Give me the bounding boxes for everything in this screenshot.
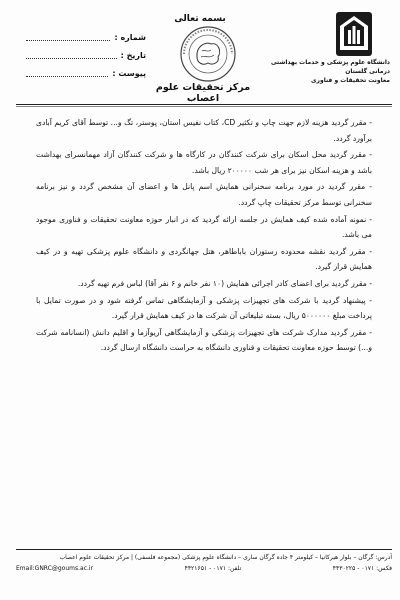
basmala: بسمه تعالی (174, 14, 226, 24)
attachment-dotted-line (26, 69, 108, 77)
center-title: مرکز تحقیقات علوم اعصاب (155, 82, 251, 104)
attachment-label: پیوست : (112, 68, 146, 78)
date-label: تاریخ : (120, 50, 146, 60)
letterhead (0, 0, 400, 112)
footer-email: Email:GNRC@goums.ac.ir (16, 565, 94, 572)
header-divider (16, 104, 392, 105)
paragraph-4: - نمونه آماده شده کیف همایش در جلسه ارائه گردید که در انبار حوزه معاونت تحقیقات و فناوری موجود می باشد. (36, 214, 372, 240)
date-dotted-line (26, 51, 117, 59)
footer-contact (16, 563, 392, 574)
paragraph-3: - مقرر گردید در مورد برنامه سخنرانی همایش اسم پانل ها و اعضای آن مشخص گردد و نیز برنامه سخنرانی توسط مرکز تحقیقات چاپ گردد. (36, 182, 372, 207)
date-row (26, 46, 146, 64)
header-divider-thin (16, 106, 392, 107)
footer-fax: فکس: ۰۱۷۱ - ۴۴۳۰۲۲۵ (332, 565, 392, 572)
paragraph-2: - مقرر گردید محل اسکان برای شرکت کنندگان در کارگاه ها و شرکت کنندگان آزاد مهمانسرای بهداشت باشد و هزینه اسکان نیز برای هر شب ۲۰۰۰۰۰ ریال باشد. (36, 150, 372, 175)
department-name: معاونت تحقیقات و فناوری (311, 77, 390, 84)
footer-address: آدرس: گرگان – بلوار هیرکانیا – کیلومتر ۴ جاده گرگان ساری – دانشگاه علوم پزشکی (مجموعه فلسفی) | مرکز تحقیقات علوم اعصاب (59, 554, 392, 561)
attachment-row (26, 64, 146, 82)
number-label: شماره : (114, 32, 146, 42)
paragraph-7: - پیشنهاد گردید با شرکت های تجهیزات پزشکی و آزمایشگاهی تماس گرفته شود و در صورت تمایل با پرداخت مبلغ ۵۰۰۰۰۰۰ ریال، بسته تبلیغاتی آن شرکت ها در کیف همایش قرار گیرد. (36, 295, 372, 321)
university-logo-icon (334, 10, 374, 58)
footer-divider (16, 549, 392, 550)
paragraph-1: - مقرر گردید هزینه لازم جهت چاپ و تکثیر CD، کتاب نفیس استان، پوستر، تگ و... توسط آقای کریم آبادی برآورد گردد. (36, 118, 372, 143)
letter-meta (26, 28, 146, 82)
footer-phone: تلفن: ۰۱۷۱ - ۴۴۲۱۶۵۱ (184, 565, 242, 572)
number-row (26, 28, 146, 46)
number-dotted-line (26, 33, 110, 41)
paragraph-8: - مقرر گردید مدارک شرکت های تجهیزات پزشکی و آزمایشگاهی آریوآزما و اقلیم دانش (انسانامه شرکت و...) توسط حوزه معاونت تحقیقات و فناوری دانشگاه به حراست دانشگاه ارسال گردد. (36, 327, 372, 353)
paragraph-5: - مقرر گردید نقشه محدوده رستوران باباطاهر، هتل جهانگردی و دانشگاه علوم پزشکی تهیه و در کیف همایش قرار گیرد. (36, 246, 372, 272)
university-name-block (268, 58, 390, 85)
letter-body (36, 115, 372, 357)
letter-footer (16, 552, 392, 574)
paragraph-6: - مقرر گردید برای اعضای کادر اجرائی همایش (۱۰ نفر خانم و ۶ نفر آقا) لباس فرم تهیه گردد. (77, 278, 372, 288)
research-center-seal-icon (178, 24, 238, 84)
university-name: دانشگاه علوم پزشکی و خدمات بهداشتی درمانی گلستان (270, 59, 390, 75)
